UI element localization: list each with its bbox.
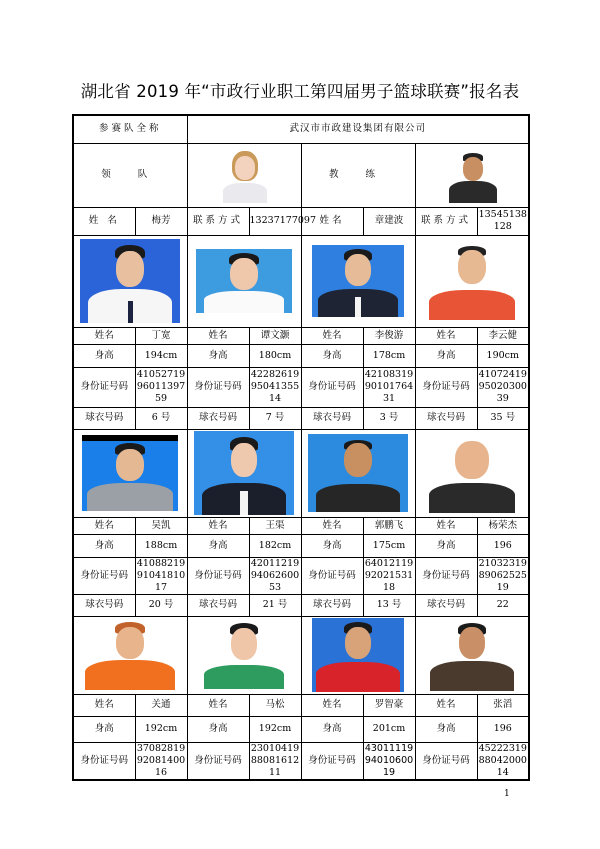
- coach-photo: [415, 143, 529, 207]
- player-id: 230104198808161211: [250, 742, 300, 778]
- player-name: 王渠: [249, 517, 301, 534]
- player-jersey: 22: [477, 594, 529, 616]
- player-height: 182cm: [249, 534, 301, 557]
- player-photo: [187, 235, 301, 327]
- player-photo: [301, 235, 415, 327]
- name-label: 姓名: [415, 327, 477, 344]
- player-id: 421083199010176431: [363, 367, 415, 407]
- player-id: 410882199104181017: [136, 557, 186, 593]
- player-height: 178cm: [363, 344, 415, 367]
- id-label: 身份证号码: [73, 367, 135, 407]
- page-number: 1: [504, 789, 510, 799]
- height-label: 身高: [415, 344, 477, 367]
- player-name: 吴凯: [135, 517, 187, 534]
- id-label: 身份证号码: [301, 557, 363, 594]
- id-label: 身份证号码: [415, 742, 477, 780]
- height-label: 身高: [301, 534, 363, 557]
- name-label: 姓名: [73, 517, 135, 534]
- player-name: 关通: [135, 694, 187, 716]
- leader-role-label: 领 队: [73, 143, 187, 207]
- player-id: 422826199504135514: [249, 367, 301, 407]
- jersey-label: 球衣号码: [301, 594, 363, 616]
- player-jersey: 35 号: [477, 407, 529, 429]
- team-name-value: 武汉市市政建设集团有限公司: [187, 115, 529, 143]
- player-height: 180cm: [249, 344, 301, 367]
- id-label: 身份证号码: [301, 742, 363, 780]
- player-height: 192cm: [135, 716, 187, 742]
- height-label: 身高: [415, 716, 477, 742]
- player-id: 640121199202153118: [364, 557, 414, 593]
- coach-name-label: 姓名: [301, 207, 363, 235]
- name-label: 姓名: [187, 327, 249, 344]
- jersey-label: 球衣号码: [415, 594, 477, 616]
- coach-contact-label: 联系方式: [415, 207, 477, 235]
- player-name: 李俊游: [363, 327, 415, 344]
- jersey-label: 球衣号码: [73, 594, 135, 616]
- height-label: 身高: [301, 716, 363, 742]
- player-jersey: 6 号: [135, 407, 187, 429]
- player-id: 370828199208140016: [136, 742, 186, 778]
- player-photo: [73, 235, 187, 327]
- height-label: 身高: [187, 344, 249, 367]
- height-label: 身高: [187, 716, 249, 742]
- name-label: 姓名: [301, 327, 363, 344]
- name-label: 姓名: [187, 694, 249, 716]
- jersey-label: 球衣号码: [73, 407, 135, 429]
- player-photo: [73, 429, 187, 517]
- player-height: 196: [477, 716, 529, 742]
- player-height: 196: [477, 534, 529, 557]
- player-id: 210323198906252519: [477, 557, 529, 594]
- name-label: 姓名: [187, 517, 249, 534]
- player-photo: [415, 235, 529, 327]
- player-height: 201cm: [363, 716, 415, 742]
- name-label: 姓名: [73, 694, 135, 716]
- jersey-label: 球衣号码: [187, 407, 249, 429]
- id-label: 身份证号码: [73, 742, 135, 780]
- id-label: 身份证号码: [73, 557, 135, 594]
- name-label: 姓名: [73, 327, 135, 344]
- height-label: 身高: [73, 716, 135, 742]
- coach-phone: 13545138128: [477, 207, 529, 235]
- player-height: 192cm: [249, 716, 301, 742]
- name-label: 姓名: [415, 694, 477, 716]
- jersey-label: 球衣号码: [301, 407, 363, 429]
- player-photo: [415, 616, 529, 694]
- height-label: 身高: [301, 344, 363, 367]
- height-label: 身高: [187, 534, 249, 557]
- id-label: 身份证号码: [415, 367, 477, 407]
- player-name: 罗智豪: [363, 694, 415, 716]
- height-label: 身高: [73, 534, 135, 557]
- player-photo: [187, 429, 301, 517]
- player-name: 杨荣杰: [477, 517, 529, 534]
- player-id: 410724199502030039: [477, 367, 529, 407]
- leader-contact-label: 联系方式: [187, 207, 249, 235]
- team-name-label: 参赛队全称: [73, 115, 187, 143]
- player-name: 张滔: [477, 694, 529, 716]
- height-label: 身高: [415, 534, 477, 557]
- page-title: 湖北省 2019 年“市政行业职工第四届男子篮球联赛”报名表: [80, 82, 520, 101]
- id-label: 身份证号码: [415, 557, 477, 594]
- id-label: 身份证号码: [301, 367, 363, 407]
- player-photo: [301, 616, 415, 694]
- player-name: 马松: [249, 694, 301, 716]
- player-name: 谭文灏: [249, 327, 301, 344]
- player-photo: [301, 429, 415, 517]
- player-photo: [415, 429, 529, 517]
- player-id: 430111199401060019: [364, 742, 414, 778]
- leader-name-label: 姓 名: [73, 207, 135, 235]
- player-id: 420112199406260053: [250, 557, 300, 593]
- height-label: 身高: [73, 344, 135, 367]
- player-jersey: 20 号: [135, 594, 187, 616]
- player-id: 410527199601139759: [135, 367, 187, 407]
- player-jersey: 21 号: [249, 594, 301, 616]
- coach-name: 章建波: [363, 207, 415, 235]
- player-height: 188cm: [135, 534, 187, 557]
- id-label: 身份证号码: [187, 557, 249, 594]
- player-jersey: 13 号: [363, 594, 415, 616]
- player-id: 452223198804200014: [477, 742, 529, 780]
- player-height: 175cm: [363, 534, 415, 557]
- id-label: 身份证号码: [187, 367, 249, 407]
- jersey-label: 球衣号码: [415, 407, 477, 429]
- player-photo: [73, 616, 187, 694]
- jersey-label: 球衣号码: [187, 594, 249, 616]
- player-name: 李云健: [477, 327, 529, 344]
- player-height: 190cm: [477, 344, 529, 367]
- player-jersey: 7 号: [249, 407, 301, 429]
- player-name: 丁宽: [135, 327, 187, 344]
- player-name: 郭鹏飞: [363, 517, 415, 534]
- name-label: 姓名: [301, 694, 363, 716]
- id-label: 身份证号码: [187, 742, 249, 780]
- registration-table: [72, 114, 530, 781]
- name-label: 姓名: [415, 517, 477, 534]
- player-height: 194cm: [135, 344, 187, 367]
- coach-role-label: 教 练: [301, 143, 415, 207]
- leader-name: 梅芳: [135, 207, 187, 235]
- leader-photo: [187, 143, 301, 207]
- player-photo: [187, 616, 301, 694]
- leader-phone: 13237177097: [249, 207, 301, 235]
- player-jersey: 3 号: [363, 407, 415, 429]
- name-label: 姓名: [301, 517, 363, 534]
